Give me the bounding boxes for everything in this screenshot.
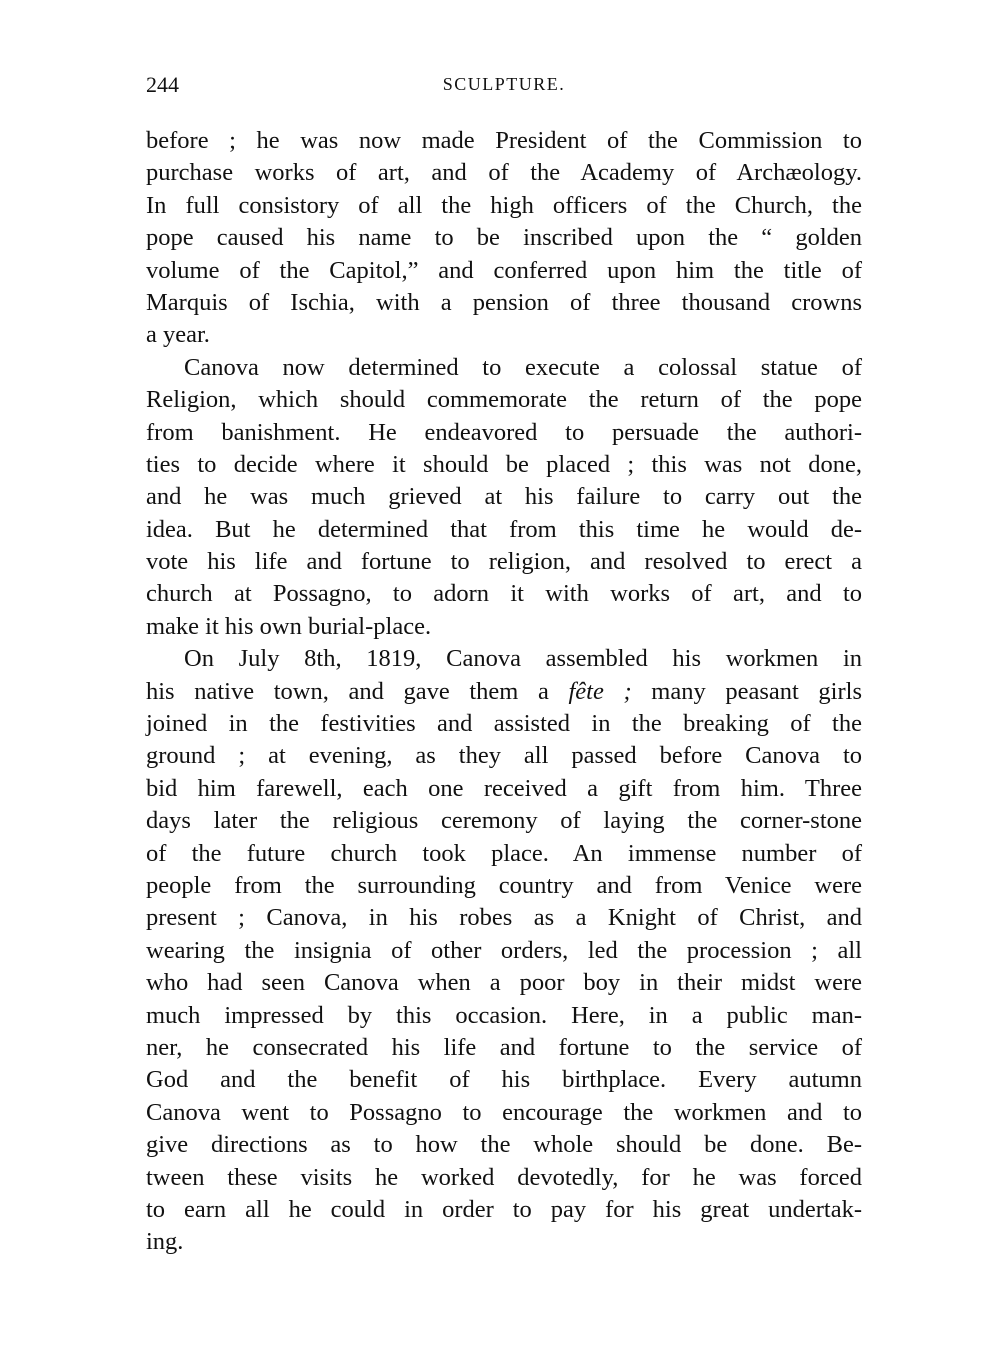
running-head (146, 72, 862, 102)
text-line: volume of the Capitol,” and conferred upon him the title of (146, 256, 862, 284)
text-line: wearing the insignia of other orders, led the procession ; all (146, 936, 862, 964)
paragraph-1 (146, 125, 862, 352)
text-line: church at Possagno, to adorn it with works of art, and to (146, 580, 862, 608)
text-line: from banishment. He endeavored to persuade the authori- (146, 418, 862, 446)
text-line: ties to decide where it should be placed ; this was not done, (146, 450, 862, 478)
text-line: of the future church took place. An immense number of (146, 839, 862, 867)
text-line: Marquis of Ischia, with a pension of three thousand crowns (146, 288, 862, 316)
text-line: to earn all he could in order to pay for his great undertak- (146, 1195, 862, 1223)
text-line: Religion, which should commemorate the return of the pope (146, 386, 862, 414)
text-line-with-italic (146, 676, 862, 708)
text-line: On July 8th, 1819, Canova assembled his workmen in (184, 645, 862, 673)
text-line: tween these visits he worked devotedly, for he was forced (146, 1163, 862, 1191)
paragraph-3 (146, 643, 862, 1258)
text-line: pope caused his name to be inscribed upon the “ golden (146, 224, 862, 252)
text-line: before ; he was now made President of the Commission to (146, 127, 862, 154)
text-run: many peasant girls (631, 677, 862, 705)
text-line: and he was much grieved at his failure to carry out the (146, 483, 862, 511)
text-line: days later the religious ceremony of laying the corner-stone (146, 807, 862, 835)
paragraph-2 (146, 352, 862, 644)
text-line: Canova went to Possagno to encourage the workmen and to (146, 1098, 862, 1126)
page-number: 244 (146, 72, 179, 97)
text-line: bid him farewell, each one received a gift from him. Three (146, 774, 862, 802)
running-title: SCULPTURE. (442, 74, 566, 94)
text-line: God and the benefit of his birthplace. Every autumn (146, 1066, 862, 1094)
text-line: who had seen Canova when a poor boy in their midst were (146, 969, 862, 997)
text-run: his native town, and gave them a (146, 677, 569, 705)
text-line: In full consistory of all the high officers of the Church, the (146, 191, 862, 219)
text-line: present ; Canova, in his robes as a Knight of Christ, and (146, 904, 862, 932)
text-line: make it his own burial-place. (146, 612, 432, 640)
text-line: ing. (146, 1228, 184, 1256)
text-line: much impressed by this occasion. Here, in a public man- (146, 1001, 862, 1029)
italic-word-fete: fête ; (568, 677, 632, 705)
text-line: ground ; at evening, as they all passed before Canova to (146, 742, 862, 770)
text-line: vote his life and fortune to religion, and resolved to erect a (146, 548, 862, 576)
body-text (146, 125, 862, 1259)
text-line: give directions as to how the whole should be done. Be- (146, 1131, 862, 1159)
text-line: purchase works of art, and of the Academy of Archæology. (146, 159, 862, 187)
text-line: ner, he consecrated his life and fortune to the service of (146, 1033, 862, 1061)
text-line: idea. But he determined that from this time he would de- (146, 515, 862, 543)
text-line: a year. (146, 321, 210, 349)
text-line: people from the surrounding country and from Venice were (146, 871, 862, 899)
text-line: joined in the festivities and assisted in the breaking of the (146, 710, 862, 738)
text-line: Canova now determined to execute a colossal statue of (184, 353, 862, 381)
